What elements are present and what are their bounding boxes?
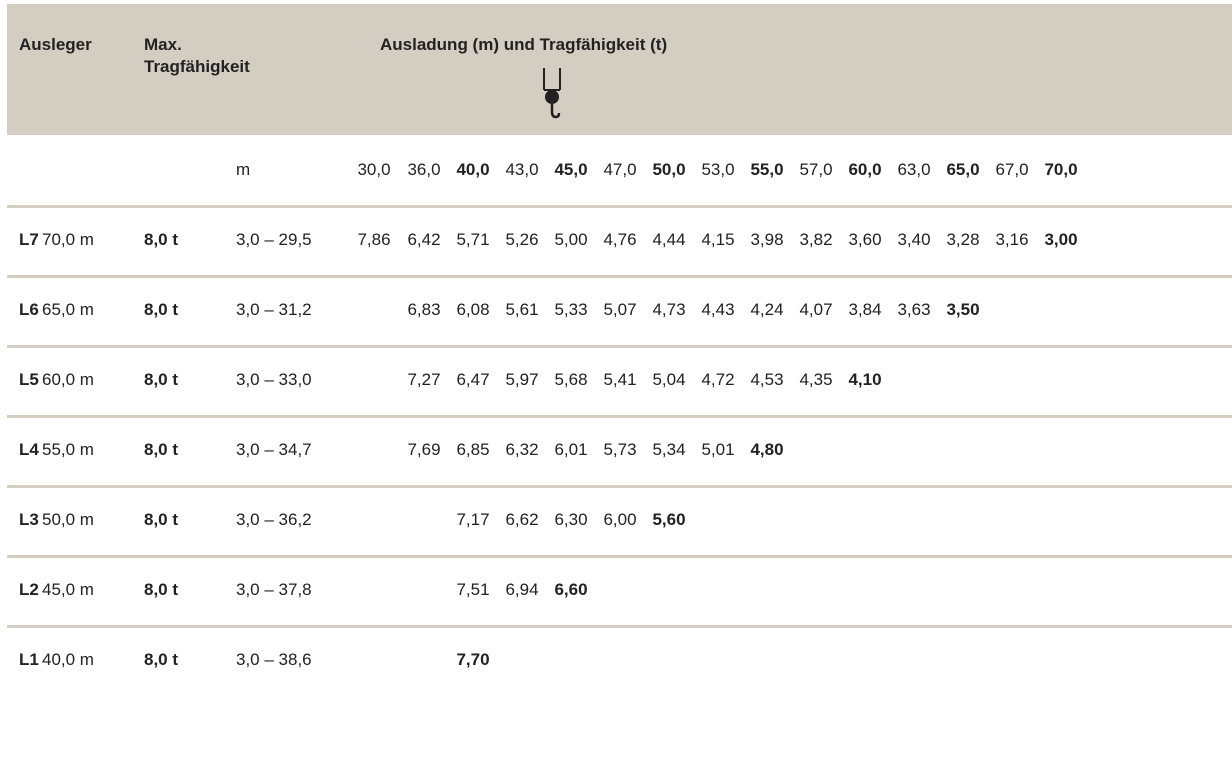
capacity-value: 6,08 (456, 300, 490, 319)
row-divider (7, 485, 1232, 488)
capacity-value: 5,26 (505, 230, 539, 249)
boom-id: L6 (19, 300, 39, 319)
capacity-value: 4,76 (603, 230, 637, 249)
capacity-value: 7,17 (456, 510, 490, 529)
radius-range: 3,0 – 34,7 (236, 440, 312, 459)
capacity-value: 4,80 (750, 440, 784, 459)
table-row (7, 275, 1232, 345)
capacity-value: 4,44 (652, 230, 686, 249)
table-row (7, 345, 1232, 415)
table-row (7, 415, 1232, 485)
radius-row (7, 135, 1232, 205)
capacity-value: 6,00 (603, 510, 637, 529)
row-divider (7, 205, 1232, 208)
max-capacity: 8,0 t (144, 370, 179, 389)
max-capacity: 8,0 t (144, 230, 179, 249)
capacity-value: 6,42 (407, 230, 441, 249)
capacity-value: 6,85 (456, 440, 490, 459)
capacity-value: 6,62 (505, 510, 539, 529)
radius-range: 3,0 – 29,5 (236, 230, 312, 249)
capacity-value: 3,16 (995, 230, 1029, 249)
max-capacity: 8,0 t (144, 300, 179, 319)
row-divider (7, 625, 1232, 628)
radius-value: 63,0 (897, 160, 931, 179)
max-capacity: 8,0 t (144, 440, 179, 459)
radius-value: 53,0 (701, 160, 735, 179)
capacity-value: 5,97 (505, 370, 539, 389)
radius-value: 47,0 (603, 160, 637, 179)
row-divider (7, 415, 1232, 418)
capacity-value: 6,47 (456, 370, 490, 389)
header-max-capacity-line2: Tragfähigkeit (144, 57, 250, 76)
header-max-capacity-line1: Max. (144, 35, 182, 54)
radius-value: 40,0 (456, 160, 490, 179)
radius-range: 3,0 – 37,8 (236, 580, 312, 599)
table-row (7, 625, 1232, 695)
capacity-value: 3,60 (848, 230, 882, 249)
boom-id: L4 (19, 440, 39, 459)
radius-value: 57,0 (799, 160, 833, 179)
radius-range: 3,0 – 38,6 (236, 650, 312, 669)
capacity-value: 5,00 (554, 230, 588, 249)
capacity-value: 3,00 (1044, 230, 1078, 249)
table-row (7, 485, 1232, 555)
radius-value: 55,0 (750, 160, 784, 179)
capacity-value: 3,40 (897, 230, 931, 249)
capacity-value: 4,35 (799, 370, 833, 389)
capacity-value: 5,73 (603, 440, 637, 459)
row-divider (7, 345, 1232, 348)
capacity-value: 4,15 (701, 230, 735, 249)
capacity-value: 6,94 (505, 580, 539, 599)
capacity-value: 3,82 (799, 230, 833, 249)
capacity-value: 4,53 (750, 370, 784, 389)
capacity-value: 6,30 (554, 510, 588, 529)
boom-id: L5 (19, 370, 39, 389)
boom-length: 60,0 m (42, 370, 94, 389)
radius-range: 3,0 – 33,0 (236, 370, 312, 389)
boom-id: L2 (19, 580, 39, 599)
capacity-value: 6,01 (554, 440, 588, 459)
capacity-value: 6,32 (505, 440, 539, 459)
capacity-value: 5,04 (652, 370, 686, 389)
radius-value: 30,0 (357, 160, 391, 179)
header-radius-capacity: Ausladung (m) und Tragfähigkeit (t) (380, 35, 668, 54)
boom-length: 40,0 m (42, 650, 94, 669)
capacity-value: 7,69 (407, 440, 441, 459)
radius-value: 60,0 (848, 160, 882, 179)
radius-value: 36,0 (407, 160, 441, 179)
radius-unit: m (236, 160, 251, 179)
capacity-value: 5,01 (701, 440, 735, 459)
capacity-value: 7,70 (456, 650, 490, 669)
radius-range: 3,0 – 31,2 (236, 300, 312, 319)
capacity-value: 4,24 (750, 300, 784, 319)
max-capacity: 8,0 t (144, 510, 179, 529)
capacity-value: 3,63 (897, 300, 931, 319)
capacity-value: 5,07 (603, 300, 637, 319)
radius-value: 45,0 (554, 160, 588, 179)
radius-value: 43,0 (505, 160, 539, 179)
max-capacity: 8,0 t (144, 650, 179, 669)
boom-length: 45,0 m (42, 580, 94, 599)
capacity-value: 7,51 (456, 580, 490, 599)
capacity-value: 5,33 (554, 300, 588, 319)
radius-value: 67,0 (995, 160, 1029, 179)
capacity-value: 3,84 (848, 300, 882, 319)
capacity-value: 5,34 (652, 440, 686, 459)
boom-length: 55,0 m (42, 440, 94, 459)
boom-length: 70,0 m (42, 230, 94, 249)
header-max-capacity (144, 34, 250, 78)
capacity-value: 3,98 (750, 230, 784, 249)
boom-id: L3 (19, 510, 39, 529)
capacity-value: 7,86 (357, 230, 391, 249)
table-row (7, 205, 1232, 275)
capacity-value: 3,28 (946, 230, 980, 249)
table-row (7, 555, 1232, 625)
radius-value: 65,0 (946, 160, 980, 179)
crane-hook-icon (536, 66, 568, 122)
radius-value: 50,0 (652, 160, 686, 179)
capacity-value: 4,73 (652, 300, 686, 319)
row-divider (7, 275, 1232, 278)
capacity-value: 5,41 (603, 370, 637, 389)
capacity-value: 7,27 (407, 370, 441, 389)
max-capacity: 8,0 t (144, 580, 179, 599)
capacity-value: 5,61 (505, 300, 539, 319)
capacity-value: 5,68 (554, 370, 588, 389)
radius-value: 70,0 (1044, 160, 1078, 179)
capacity-value: 5,60 (652, 510, 686, 529)
row-divider (7, 555, 1232, 558)
capacity-value: 4,72 (701, 370, 735, 389)
radius-range: 3,0 – 36,2 (236, 510, 312, 529)
capacity-value: 3,50 (946, 300, 980, 319)
capacity-value: 5,71 (456, 230, 490, 249)
table-header (7, 4, 1232, 135)
capacity-value: 6,60 (554, 580, 588, 599)
capacity-value: 4,10 (848, 370, 882, 389)
capacity-value: 4,07 (799, 300, 833, 319)
boom-id: L7 (19, 230, 39, 249)
boom-length: 65,0 m (42, 300, 94, 319)
boom-length: 50,0 m (42, 510, 94, 529)
boom-id: L1 (19, 650, 39, 669)
header-boom: Ausleger (19, 35, 92, 54)
capacity-value: 4,43 (701, 300, 735, 319)
capacity-value: 6,83 (407, 300, 441, 319)
